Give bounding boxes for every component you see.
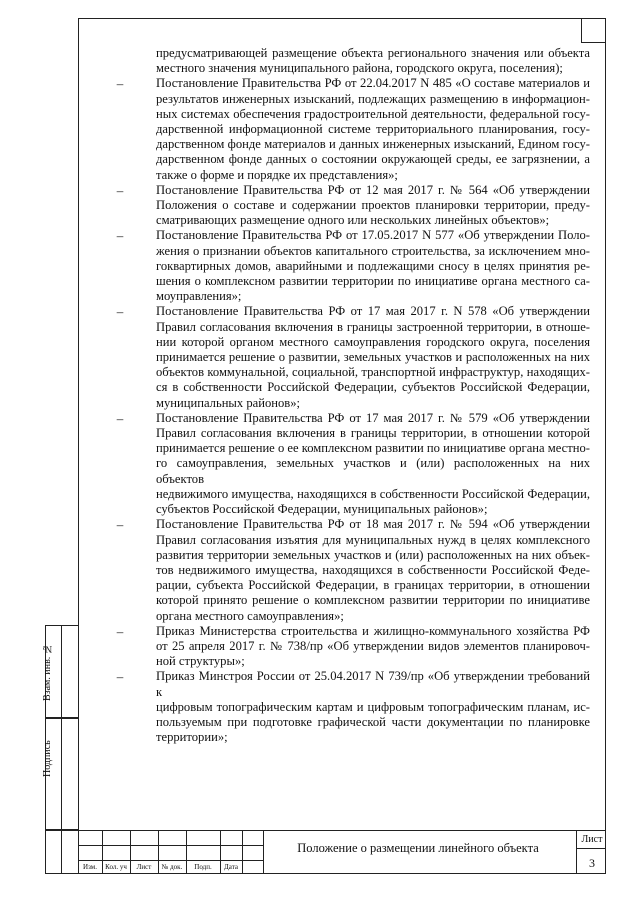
text-line: гоквартирных домов, аварийными и подлежащими сносу в целях принятия ре-: [156, 258, 590, 273]
list-item: [80, 228, 590, 304]
list-item-text: [156, 624, 590, 670]
margin-vzam-box: [42, 625, 78, 718]
text-line: Постановление Правительства РФ от 17 мая 2017 г. N 578 «Об утверждении: [156, 304, 590, 319]
text-line: рации, субъекта Российской Федерации, в границах территории, в отношении: [156, 578, 590, 593]
list-item-text: [156, 411, 590, 517]
text-line: моуправления»;: [156, 289, 242, 304]
text-line: сматривающих размещение одного или нескольких линейных объектов»;: [156, 213, 550, 228]
text-line: территории»;: [156, 730, 228, 745]
text-line: Постановление Правительства РФ от 17 мая 2017 г. № 579 «Об утверждении: [156, 410, 590, 425]
text-line: цифровым топографическим картам и цифровым топографическим планам, ис-: [156, 699, 590, 714]
list-item: [80, 669, 590, 745]
col-izm: Изм.: [83, 863, 97, 871]
text-line: принимается решение о развитии, земельных участков и расположенных на них: [156, 350, 590, 365]
text-line: тов недвижимого имущества, находящихся в собственности Российской Феде-: [156, 562, 590, 577]
text-line: дарственном фонде данных о состоянии окружающей среды, ее загрязнении, а: [156, 152, 590, 167]
list-item-text: [156, 517, 590, 623]
list-item-text: [156, 669, 590, 745]
list-item: [80, 304, 590, 410]
document-title: Положение о размещении линейного объекта: [297, 841, 539, 855]
col-kol-uch: Кол. уч: [105, 863, 127, 871]
text-line: Приказ Министерства строительства и жилищно-коммунального хозяйства РФ: [156, 623, 590, 638]
text-line: Правил согласования изъятия для муниципальных нужд в целях комплексного: [156, 532, 590, 547]
list-item: [80, 411, 590, 517]
text-line: муниципальных районов»;: [156, 395, 301, 410]
text-line: принимается решение о ее комплексном развитии по инициативе органа местно-: [156, 441, 590, 456]
col-data: Дата: [224, 863, 238, 871]
list-dash: –: [116, 669, 124, 685]
list-dash: –: [116, 182, 124, 198]
corner-box: [581, 18, 606, 43]
list-dash: –: [116, 410, 124, 426]
text-line: ной структуры»;: [156, 654, 245, 669]
margin-podpis-label: Подпись: [42, 740, 53, 778]
title-block: [78, 830, 606, 874]
text-line: Постановление Правительства РФ от 22.04.2017 N 485 «О составе материалов и: [156, 76, 590, 91]
text-line: Постановление Правительства РФ от 18 мая 2017 г. № 594 «Об утверждении: [156, 517, 590, 532]
list-dash: –: [116, 517, 124, 533]
list-item: [80, 76, 590, 182]
col-list: Лист: [136, 863, 152, 871]
text-line: дарственном фонде материалов и данных инженерных изысканий, Едином госу-: [156, 137, 590, 152]
text-line: которой принято решение о комплексном развитии территории по инициативе: [156, 593, 590, 608]
text-line: Приказ Минстроя России от 25.04.2017 N 739/пр «Об утверждении требований к: [156, 669, 590, 699]
list-item: [80, 624, 590, 670]
list-item-text: [156, 304, 590, 410]
text-line: от 25 апреля 2017 г. № 738/пр «Об утверждении видов элементов планировоч-: [156, 638, 590, 653]
text-line: Правил согласования включения в границы территории, в отношении которой: [156, 426, 590, 441]
text-line: объектов коммунальной, социальной, транспортной инфраструктур, находящих-: [156, 365, 590, 380]
intro-paragraph: [156, 46, 590, 76]
text-line: Постановление Правительства РФ от 12 мая 2017 г. № 564 «Об утверждении: [156, 182, 590, 197]
text-line: предусматривающей размещение объекта регионального значения или объекта: [156, 46, 590, 60]
text-line: Постановление Правительства РФ от 17.05.2017 N 577 «Об утверждении Поло-: [156, 228, 590, 243]
list-item-text: [156, 228, 590, 304]
text-line: го самоуправления, земельных участков и (или) расположенных на них объектов: [156, 456, 590, 486]
col-podp: Подп.: [194, 863, 212, 871]
list-dash: –: [116, 304, 124, 320]
text-line: субъектов Российской Федерации, муниципальных районов»;: [156, 502, 488, 517]
text-line: недвижимого имущества, находящихся в собственности Российской Федерации,: [156, 486, 590, 501]
text-line: жения о признании объектов капитального строительства, за исключением мно-: [156, 243, 590, 258]
document-body: [80, 46, 590, 745]
text-line: нии которой органом местного самоуправления городского округа, поселения: [156, 334, 590, 349]
regulation-list: [80, 76, 590, 745]
text-line: ных системах обеспечения градостроительной деятельности, федеральной госу-: [156, 106, 590, 121]
col-nom-dok: № док.: [161, 863, 183, 871]
margin-bottom-box: [45, 830, 78, 874]
text-line: развития территории земельных участков и (или) расположенных на них объек-: [156, 547, 590, 562]
list-dash: –: [116, 228, 124, 244]
list-dash: –: [116, 76, 124, 92]
text-line: шения о комплексном развитии территории по инициативе органа местного са-: [156, 274, 590, 289]
text-line: Положения о составе и содержании проектов планировки территории, преду-: [156, 198, 590, 213]
margin-podpis-box: [42, 718, 78, 830]
text-line: органа местного самоуправления»;: [156, 608, 344, 623]
text-line: результатов инженерных изысканий, подлежащих размещению в информацион-: [156, 91, 590, 106]
list-item: [80, 517, 590, 623]
text-line: ся в собственности Российской Федерации, субъектов Российской Федерации,: [156, 380, 590, 395]
text-line: пользуемым при подготовке графической части документации по планировке: [156, 714, 590, 729]
text-line: также о форме и порядке их представления»;: [156, 167, 398, 182]
list-item-text: [156, 183, 590, 229]
margin-vzam-label: Взам. инв. №: [42, 643, 53, 702]
list-item-text: [156, 76, 590, 182]
list-item: [80, 183, 590, 229]
list-dash: –: [116, 623, 124, 639]
sheet-label: Лист: [581, 834, 603, 845]
text-line: дарственной информационной системе территориального планирования, госу-: [156, 122, 590, 137]
sheet-number: 3: [589, 856, 595, 870]
text-line: Правил согласования включения в границы застроенной территории, в отноше-: [156, 319, 590, 334]
text-line: местного значения муниципального района, городского округа, поселения);: [156, 61, 563, 76]
